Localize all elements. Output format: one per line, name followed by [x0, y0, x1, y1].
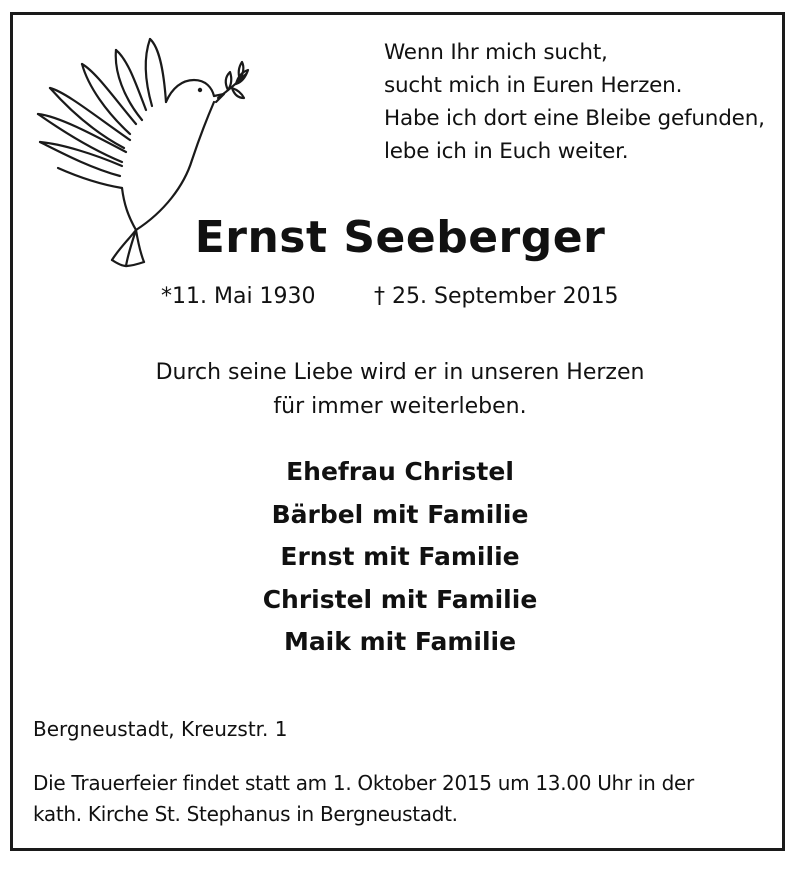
mourner: Ehefrau Christel	[286, 457, 514, 486]
funeral-line: Die Trauerfeier findet statt am 1. Oktober 2015 um 13.00 Uhr in der	[33, 771, 694, 795]
quote-line: Durch seine Liebe wird er in unseren Herzen	[155, 360, 645, 385]
mourner: Christel mit Familie	[262, 584, 538, 614]
birth-date: *11. Mai 1930	[161, 284, 316, 309]
life-dates	[0, 284, 800, 318]
address: Bergneustadt, Kreuzstr. 1	[33, 717, 288, 741]
memorial-quote	[0, 356, 800, 424]
mourner: Ernst mit Familie	[280, 542, 520, 571]
deceased-name: Ernst Seeberger	[194, 212, 606, 263]
death-date: † 25. September 2015	[374, 284, 619, 309]
poem	[384, 36, 784, 168]
poem-line: Wenn Ihr mich sucht,	[384, 40, 608, 65]
mourner: Bärbel mit Familie	[271, 499, 529, 529]
funeral-line: kath. Kirche St. Stephanus in Bergneustadt.	[33, 802, 458, 826]
mourner: Maik mit Familie	[283, 627, 517, 656]
poem-line: Habe ich dort eine Bleibe gefunden,	[384, 106, 765, 131]
funeral-info	[33, 768, 694, 830]
poem-line: sucht mich in Euren Herzen.	[384, 73, 683, 98]
mourners-list	[0, 451, 800, 664]
poem-line: lebe ich in Euch weiter.	[384, 139, 629, 164]
quote-line: für immer weiterleben.	[273, 394, 527, 419]
